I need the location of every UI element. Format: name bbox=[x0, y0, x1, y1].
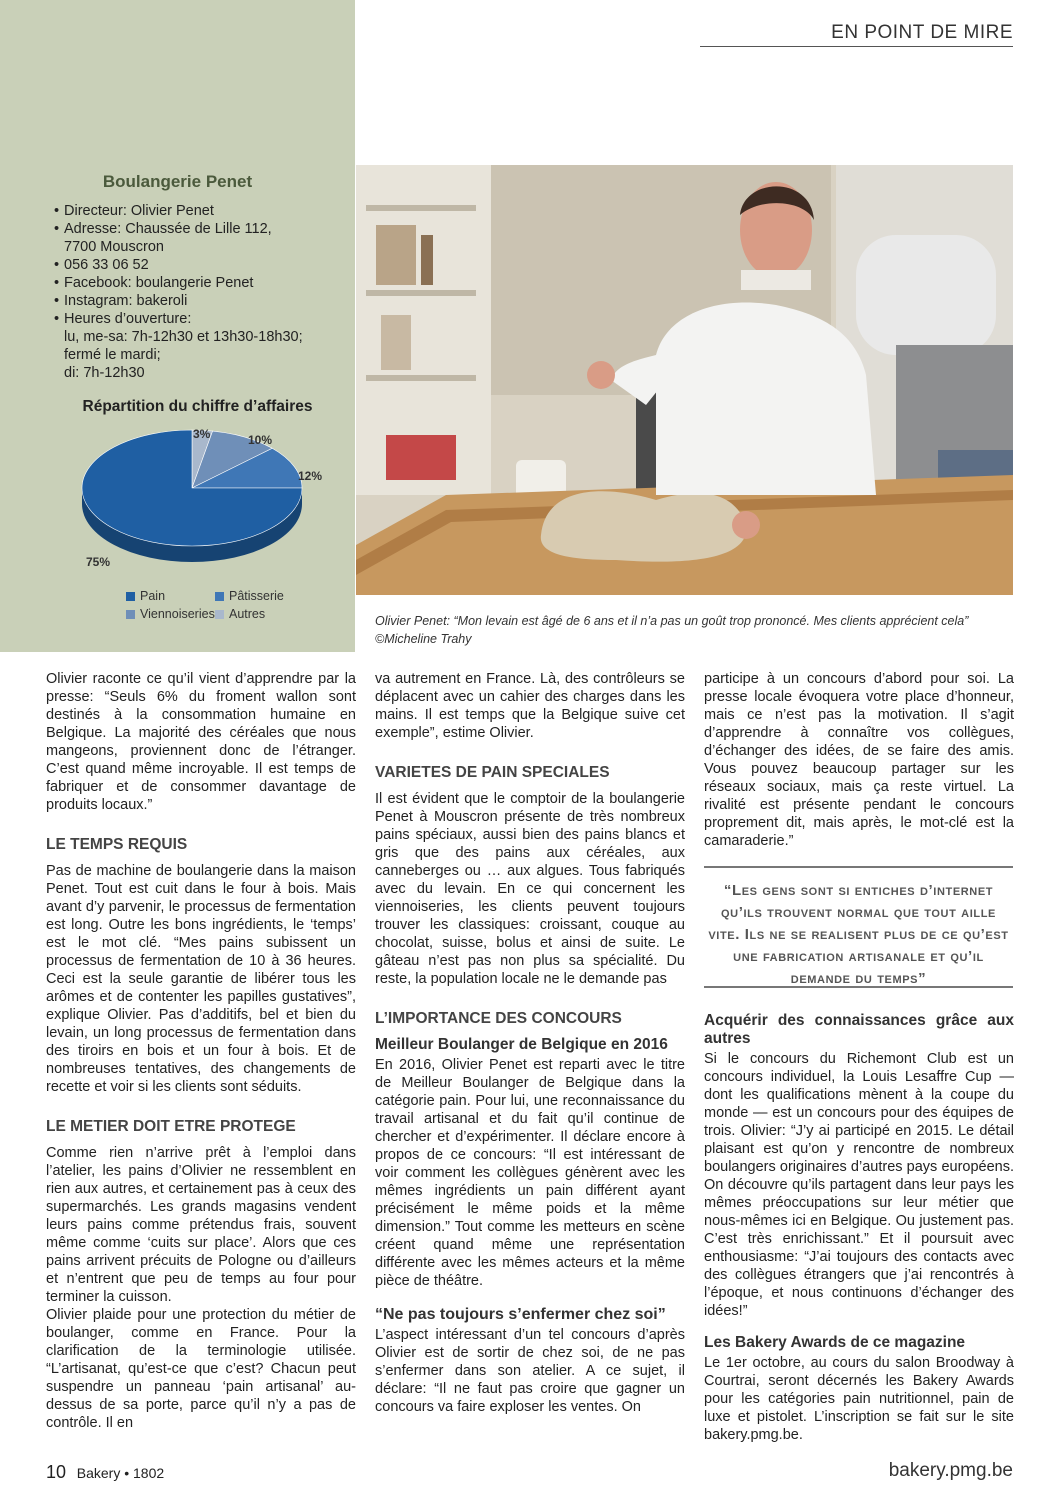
article-paragraph: Comme rien n’arrive prêt à l’emploi dans l’atelier, les pains d’Olivier ne ressemblent en rien aux autres, et certainement pas à ceux des supermarchés. Les grands magasins vendent leurs pains comme prétendus frais, souvent même comme ‘cuits sur place’. Alors que ces pains arrivent précuits de Pologne ou d’ailleurs et n’entrent que peu de temps au four pour terminer la cuisson. bbox=[46, 1145, 356, 1305]
article-paragraph: participe à un concours d’abord pour soi. La presse locale évoquera votre place d’honneur, mais ce n’est pas la motivation. Il s’agit d’apprendre à connaître vos collègues, d’échanger des idées, de se faire des amis. Vous pouvez beaucoup partager sur les réseaux sociaux, mais ça reste virtuel. La rivalité est présente pendant le concours proprement dit, mais après, le mot-clé est la camaraderie.” bbox=[704, 671, 1014, 849]
baker-kneading-dough-photo bbox=[356, 165, 1013, 595]
section-heading-concours: L’IMPORTANCE DES CONCOURS bbox=[375, 1010, 622, 1027]
caption-text: Olivier Penet: “Mon levain est âgé de 6 ans et il n’a pas un goût trop prononcé. Mes clients apprécient cela” bbox=[375, 614, 969, 628]
article-column-1 bbox=[46, 670, 356, 1432]
article-paragraph: va autrement en France. Là, des contrôleurs se déplacent avec un cahier des charges dans les mains. Il est temps que la Belgique suive cet exemple”, estime Olivier. bbox=[375, 671, 685, 741]
legend-swatch-pain bbox=[126, 592, 135, 601]
article-column-3-lower bbox=[704, 1012, 1014, 1444]
legend-swatch-viennoiseries bbox=[126, 610, 135, 619]
pie-data-label: 3% bbox=[193, 427, 211, 441]
legend-swatch-patisserie bbox=[215, 592, 224, 601]
info-item-address: • Adresse: Chaussée de Lille 112, 7700 Mouscron bbox=[52, 220, 342, 256]
info-item-instagram: • Instagram: bakeroli bbox=[52, 292, 342, 310]
chart-title: Répartition du chiffre d’affaires bbox=[82, 398, 313, 415]
page-number: 10 bbox=[46, 1462, 67, 1482]
pie-data-label: 12% bbox=[298, 469, 323, 483]
pull-quote-text: “Les gens sont si entiches d’internet qu’ils trouvent normal que tout aille vite. Ils ne se realisent plus de ce qu’est une fabrication artisanale et qu’il demande du temps” bbox=[708, 882, 1009, 987]
info-item-director: • Directeur: Olivier Penet bbox=[52, 202, 342, 220]
article-paragraph: Le 1er octobre, au cours du salon Broodway à Courtrai, seront décernés les Bakery Awards pour les catégories pain nutritionnel, pain de luxe et pistolet. L’inscription se fait sur le site bakery.pmg.be. bbox=[704, 1355, 1014, 1443]
section-heading-temps-requis: LE TEMPS REQUIS bbox=[46, 836, 188, 853]
article-paragraph: Olivier raconte ce qu’il vient d’apprendre par la presse: “Seuls 6% du froment wallon sont destinés à la consommation humaine en Belgique. La majorité des céréales que nous mangeons, proviennent donc de l’étranger. C’est quand même incroyable. Il est temps de fabriquer et de consommer davantage de produits locaux.” bbox=[46, 671, 356, 813]
subheading-bakery-awards: Les Bakery Awards de ce magazine bbox=[704, 1334, 966, 1351]
section-heading-varietes: VARIETES DE PAIN SPECIALES bbox=[375, 764, 610, 781]
photo-credit: ©Micheline Trahy bbox=[375, 632, 472, 646]
legend-item-patisserie: Pâtisserie bbox=[215, 589, 284, 603]
bakery-info-list bbox=[52, 202, 342, 382]
info-item-phone: • 056 33 06 52 bbox=[52, 256, 342, 274]
pie-data-label: 75% bbox=[86, 555, 111, 569]
article-column-2 bbox=[375, 670, 685, 1416]
magazine-issue: Bakery • 1802 bbox=[76, 1465, 165, 1481]
section-heading-metier-protege: LE METIER DOIT ETRE PROTEGE bbox=[46, 1118, 296, 1135]
article-paragraph: Il est évident que le comptoir de la boulangerie Penet à Mouscron présente de très nombreux pains spéciaux, aussi bien des pains blancs et gris que des pains aux céréales, aux canneberges ou … aux algues. Tous fabriqués avec du levain. En ce qui concernent les viennoiseries, les clients peuvent toujours trouver les classiques: croissant, couque au chocolat, suisse, bolus et ainsi de suite. Le gâteau n’est pas non plus sa spécialité. Du reste, la population locale ne le demande pas bbox=[375, 791, 685, 987]
footer-left bbox=[46, 1462, 164, 1483]
article-paragraph: Olivier plaide pour une protection du métier de boulanger, comme en France. Pour la clarification de la terminologie utilisée. “L’artisanat, qu’est-ce que c’est? Chacun peut suspendre un panneau ‘pain artisanal’ au-dessus de sa porte, parce qu’il n’y a pas de contrôle. Il en bbox=[46, 1307, 356, 1431]
bakery-name-heading: Boulangerie Penet bbox=[102, 172, 253, 191]
info-item-facebook: • Facebook: boulangerie Penet bbox=[52, 274, 342, 292]
article-paragraph: Si le concours du Richemont Club est un concours individuel, la Louis Lesaffre Cup — dont les qualifications mènent à la coupe du monde — est un concours pour des équipes de trois. Olivier: “J’y ai participé en 2015. Le détail plaisant est qu’on y rencontre de nombreux boulangers originaires d’autres pays européens. On découvre qu’ils partagent dans leur pays les mêmes préoccupations sur leur métier que nous-mêmes ici en Belgique. Ou justement pas. C’est très enrichissant.” Et il poursuit avec enthousiasme: “J’ai toujours des contacts avec des collègues étrangers que j’ai rencontrés à l’époque, et nous continuons d’échanger des idées!” bbox=[704, 1051, 1014, 1319]
revenue-pie-chart bbox=[60, 422, 340, 590]
legend-item-pain: Pain bbox=[126, 589, 165, 603]
subheading-acquerir: Acquérir des connaissances grâce aux autres bbox=[704, 1012, 1014, 1047]
info-item-opening-hours: • Heures d’ouverture: lu, me-sa: 7h-12h30 et 13h30-18h30; fermé le mardi; di: 7h-12h30 bbox=[52, 310, 342, 382]
section-label: EN POINT DE MIRE bbox=[700, 22, 1013, 47]
legend-item-viennoiseries: Viennoiseries bbox=[126, 607, 215, 621]
pull-quote bbox=[704, 866, 1013, 988]
pie-data-label: 10% bbox=[248, 433, 273, 447]
article-paragraph: En 2016, Olivier Penet est reparti avec le titre de Meilleur Boulanger de Belgique dans la catégorie pain. Pour lui, une reconnaissance du travail artisanal et du fait qu’il continue de chercher et d’expérimenter. Il déclare encore à propos de ce concours: “Il est intéressant de voir comment les collègues génèrent avec les mêmes ingrédients un pain différent ayant précisément le même poids et la même dimension.” Tout comme les metteurs en scène créent quand même une représentation différente avec les mêmes acteurs et la même pièce de théâtre. bbox=[375, 1057, 685, 1289]
subheading-ne-pas-s-enfermer: “Ne pas toujours s’enfermer chez soi” bbox=[375, 1306, 666, 1323]
photo-caption bbox=[375, 612, 1005, 648]
legend-item-autres: Autres bbox=[215, 607, 265, 621]
article-paragraph: Pas de machine de boulangerie dans la maison Penet. Tout est cuit dans le four à bois. Mais avant d’y parvenir, le processus de fermentation est long. Outre les bons ingrédients, le ‘temps’ est le mot clé. “Mes pains subissent un processus de fermentation de 10 à 36 heures. Ceci est la seule garantie de libérer tous les arômes et de contenter les papilles gustatives”, explique Olivier. Pas d’additifs, bel et bien du levain, un long processus de fermentation dans des tiroirs en bois et un four à bois. Et de nombreuses tentatives, des changements de recette et voir si les clients sont séduits. bbox=[46, 863, 356, 1095]
article-column-3 bbox=[704, 670, 1014, 850]
article-paragraph: L’aspect intéressant d’un tel concours d’après Olivier est de sortir de chez soi, de ne pas s’enfermer dans son atelier. A ce sujet, il déclare: “Il ne faut pas croire que gagner un concours va faire exploser les ventes. On bbox=[375, 1327, 685, 1415]
subheading-meilleur-boulanger: Meilleur Boulanger de Belgique en 2016 bbox=[375, 1036, 668, 1053]
legend-swatch-autres bbox=[215, 610, 224, 619]
website-link[interactable]: bakery.pmg.be bbox=[888, 1460, 1013, 1481]
